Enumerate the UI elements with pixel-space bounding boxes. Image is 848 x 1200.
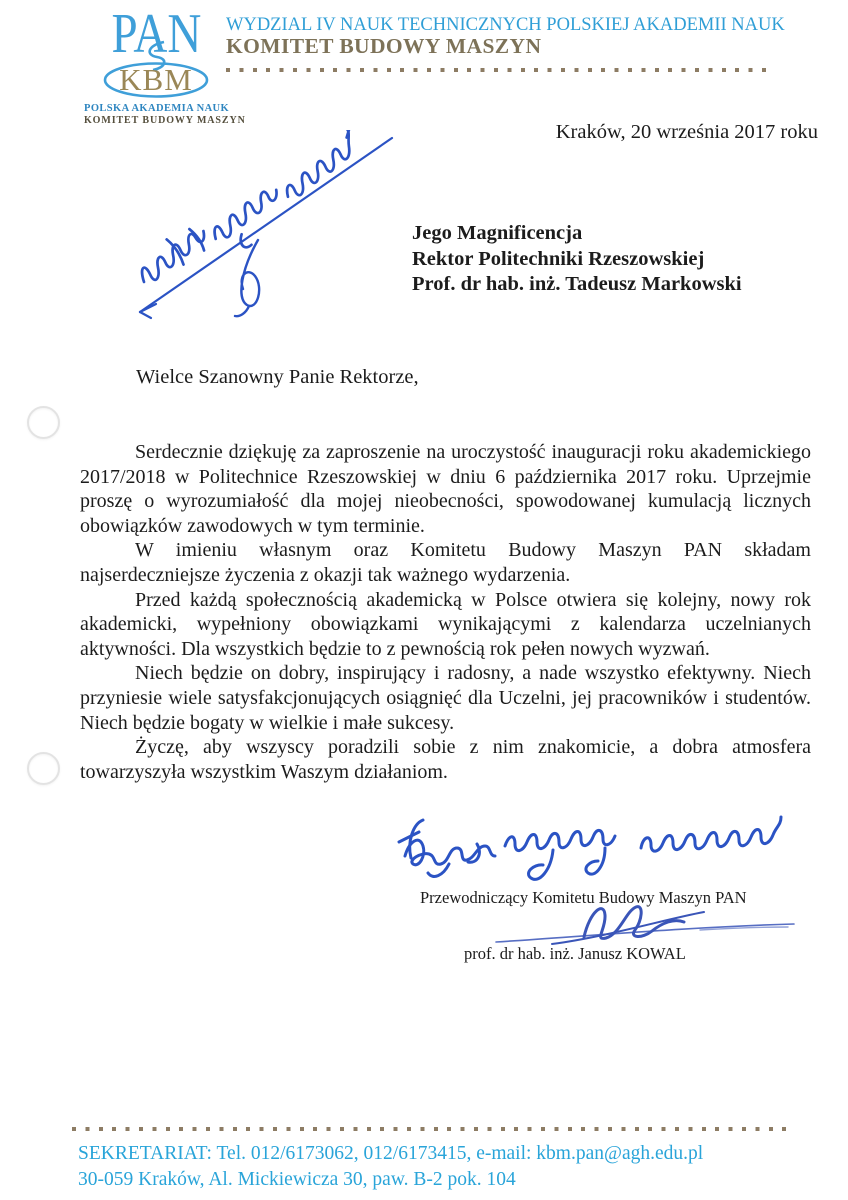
paragraph-4: Niech będzie on dobry, inspirujący i radosny, a nade wszystko efektywny. Niech przyniesie wiele satysfakcjonujących osiągnięć dla Uczelni, jej pracowników i studentów. Niech będzie bogaty w wielkie i małe sukcesy. <box>80 662 811 734</box>
letter-body <box>80 440 811 784</box>
handwritten-closing <box>393 812 793 890</box>
dateline: Kraków, 20 września 2017 roku <box>555 121 818 143</box>
footer-block <box>78 1141 703 1193</box>
footer-dotted-rule <box>72 1127 794 1131</box>
logo-pan-text: PAN <box>111 3 201 65</box>
recipient-line-3: Prof. dr hab. inż. Tadeusz Markowski <box>412 273 742 295</box>
letterhead-department: WYDZIAL IV NAUK TECHNICZNYCH POLSKIEJ AKADEMII NAUK <box>226 15 785 35</box>
annotation-scribble <box>127 130 376 300</box>
signature-scribble <box>486 897 804 947</box>
annotation-initial <box>235 240 259 316</box>
signer-name: prof. dr hab. inż. Janusz KOWAL <box>464 944 686 963</box>
recipient-line-1: Jego Magnificencja <box>412 222 583 244</box>
letterhead-committee: KOMITET BUDOWY MASZYN <box>226 34 542 58</box>
hole-punch-top <box>27 406 60 439</box>
logo-caption-1: POLSKA AKADEMIA NAUK <box>84 103 230 114</box>
recipient-line-2: Rektor Politechniki Rzeszowskiej <box>412 247 705 270</box>
paragraph-3: Przed każdą społecznością akademicką w Polsce otwiera się kolejny, nowy rok akademicki, wypełniony obowiązkami wynikającymi z kalendarza uczelnianych aktywności. Dla wszystkich będzie to z pewnością rok pełen nowych wyzwań. <box>80 588 811 660</box>
hole-punch-bottom <box>27 752 60 785</box>
salutation: Wielce Szanowny Panie Rektorze, <box>136 366 419 388</box>
logo-kbm-text: KBM <box>119 62 193 97</box>
paragraph-5: Życzę, aby wszyscy poradzili sobie z nim znakomicie, a dobra atmosfera towarzyszyła wszystkim Waszym działaniom. <box>80 736 811 783</box>
header-dotted-rule <box>226 68 775 72</box>
signature-title: Przewodniczący Komitetu Budowy Maszyn PAN <box>420 888 747 907</box>
annotation-arrow-icon <box>140 138 392 318</box>
letterhead-logo <box>84 3 246 126</box>
logo-caption-2: KOMITET BUDOWY MASZYN <box>84 114 246 126</box>
footer-contact-line: SEKRETARIAT: Tel. 012/6173062, 012/6173415, e-mail: kbm.pan@agh.edu.pl <box>78 1143 704 1164</box>
paragraph-1: Serdecznie dziękuję za zaproszenie na uroczystość inauguracji roku akademickiego 2017/2018 w Politechnice Rzeszowskiej w dniu 6 października 2017 roku. Uprzejmie proszę o wyrozumiałość dla mojej nieobecności, spowodowanej kumulacją licznych obowiązków zawodowych w tym terminie. <box>80 441 811 537</box>
paragraph-2: W imieniu własnym oraz Komitetu Budowy Maszyn PAN składam najserdeczniejsze życzenia z okazji tak ważnego wydarzenia. <box>80 539 811 586</box>
handwritten-annotation <box>118 130 403 322</box>
recipient-block <box>412 221 742 298</box>
footer-address-line: 30-059 Kraków, Al. Mickiewicza 30, paw. B-2 pok. 104 <box>78 1169 516 1190</box>
